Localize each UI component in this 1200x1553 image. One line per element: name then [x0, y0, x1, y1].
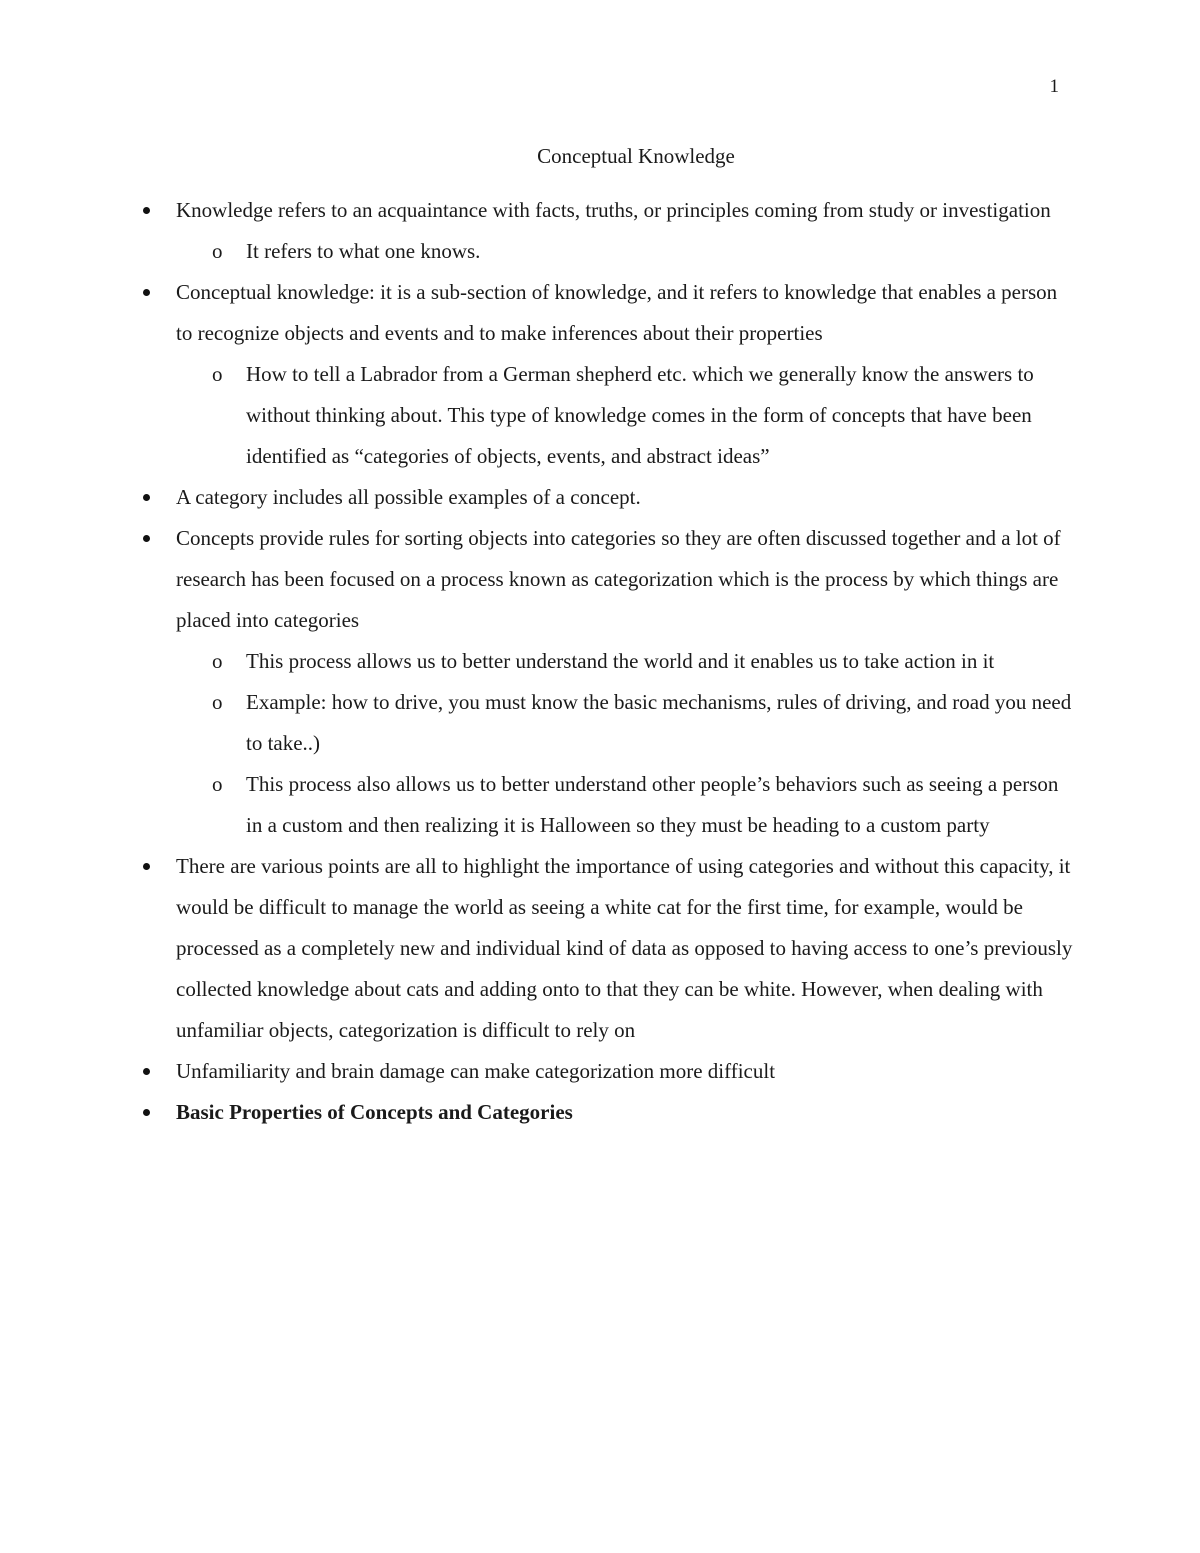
sub-bullet-marker: o	[212, 239, 223, 263]
page-title: Conceptual Knowledge	[537, 144, 735, 168]
sub-list-item	[212, 641, 1076, 682]
sub-list-item-text: This process allows us to better understand the world and it enables us to take action in it	[246, 649, 995, 673]
list-item: There are various points are all to highlight the importance of using categories and without this capacity, it would be difficult to manage the world as seeing a white cat for the first time, for example, would be processed as a completely new and individual kind of data as opposed to having access to one’s previously collected knowledge about cats and adding onto to that they can be white. However, when dealing with unfamiliar objects, categorization is difficult to rely on	[176, 846, 1076, 1051]
section-heading-item: Basic Properties of Concepts and Categories	[176, 1092, 1076, 1133]
sub-bullet-marker: o	[212, 690, 223, 714]
sub-list-item-text: This process also allows us to better understand other people’s behaviors such as seeing a person in a custom and then realizing it is Halloween so they must be heading to a custom party	[246, 772, 1059, 837]
sub-list-item	[212, 682, 1076, 764]
list-item: Unfamiliarity and brain damage can make categorization more difficult	[176, 1051, 1076, 1092]
list-item: Conceptual knowledge: it is a sub-section of knowledge, and it refers to knowledge that enables a person to recognize objects and events and to make inferences about their properties	[176, 272, 1076, 354]
sub-list-item	[212, 231, 1076, 272]
sub-list-item-text: How to tell a Labrador from a German shepherd etc. which we generally know the answers to without thinking about. This type of knowledge comes in the form of concepts that have been identified as “categories of objects, events, and abstract ideas”	[246, 362, 1034, 468]
list-item: Concepts provide rules for sorting objects into categories so they are often discussed together and a lot of research has been focused on a process known as categorization which is the process by which things are placed into categories	[176, 518, 1076, 641]
page-number: 1	[1049, 76, 1059, 97]
sub-list-item	[212, 764, 1076, 846]
sub-bullet-marker: o	[212, 772, 223, 796]
list-item: A category includes all possible examples of a concept.	[176, 477, 1076, 518]
sub-list-item	[212, 354, 1076, 477]
bullet-list	[176, 190, 1076, 1133]
sub-list-item-text: It refers to what one knows.	[246, 239, 481, 263]
sub-bullet-marker: o	[212, 649, 223, 673]
sub-list-item-text: Example: how to drive, you must know the basic mechanisms, rules of driving, and road you need to take..)	[246, 690, 1072, 755]
sub-bullet-marker: o	[212, 362, 223, 386]
list-item: Knowledge refers to an acquaintance with facts, truths, or principles coming from study or investigation	[176, 190, 1076, 231]
